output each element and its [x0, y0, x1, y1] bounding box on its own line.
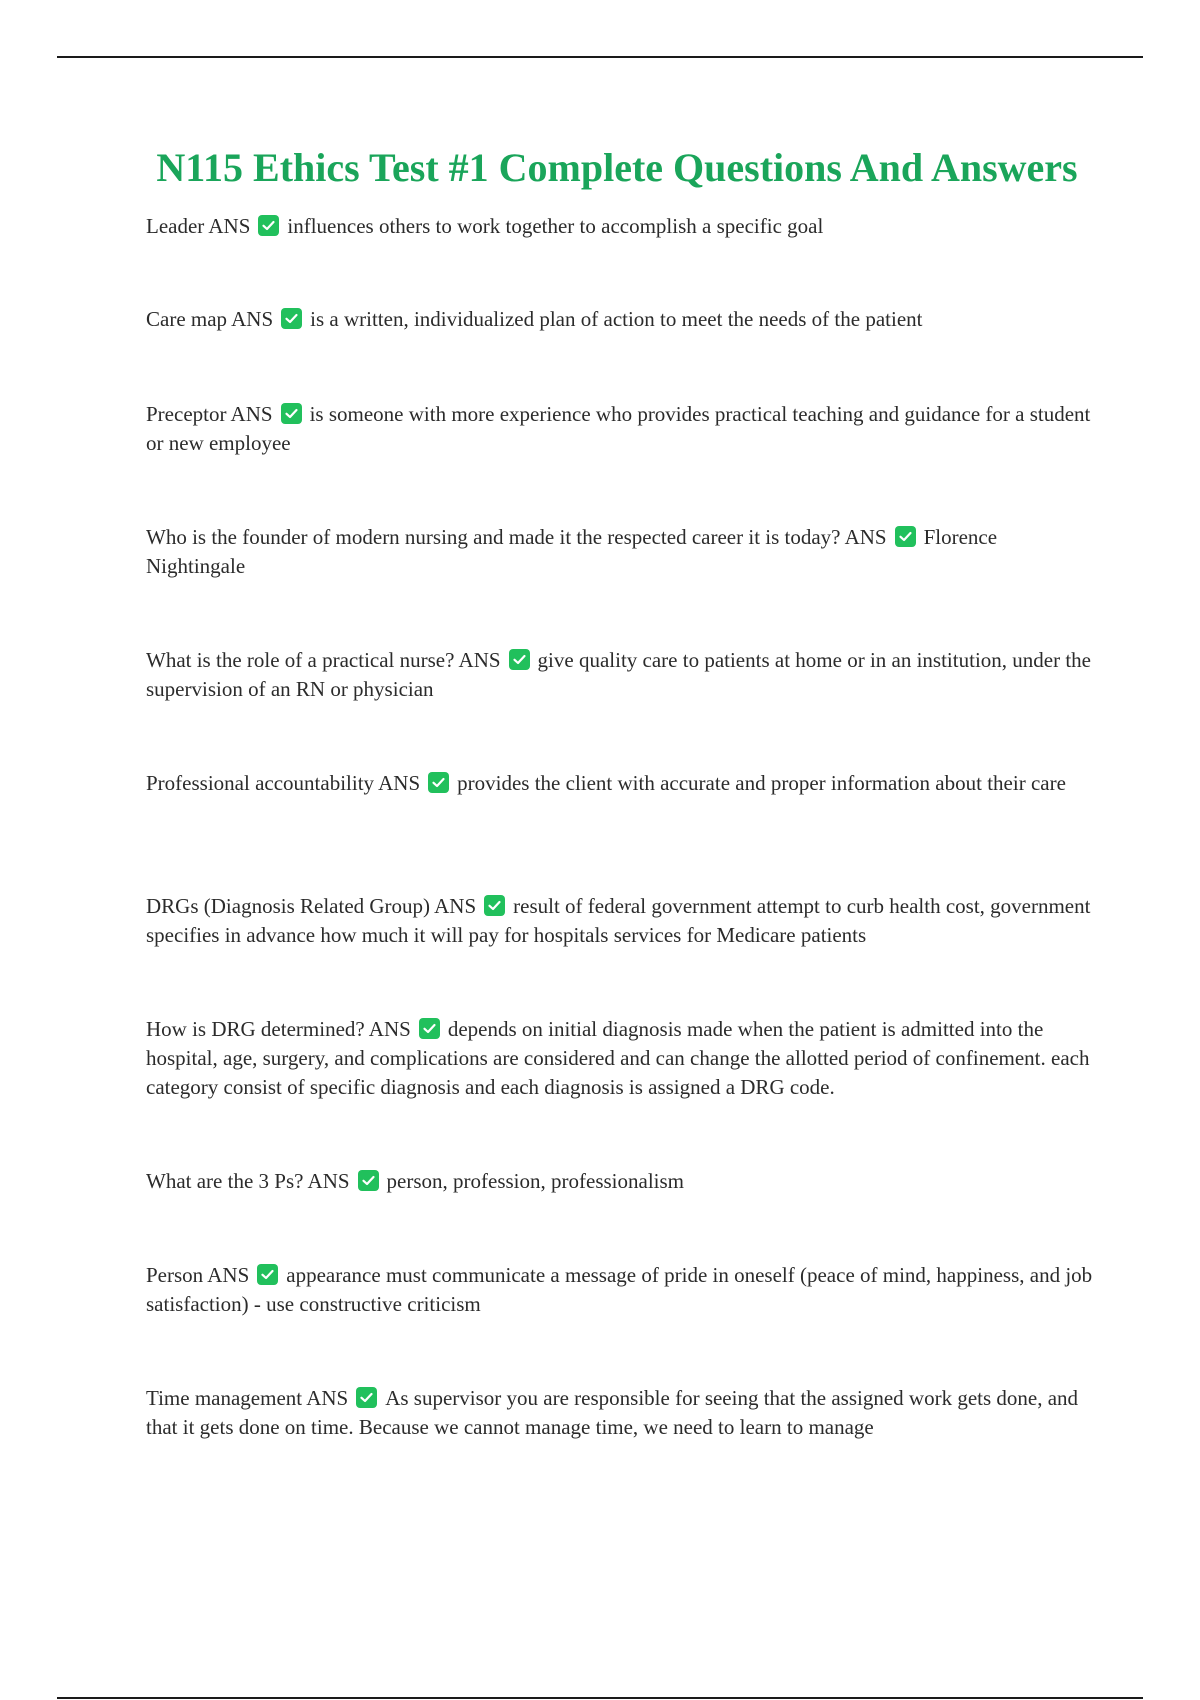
qa-term: Person ANS — [146, 1263, 250, 1287]
qa-item — [146, 1261, 1094, 1319]
check-box-icon — [281, 403, 302, 424]
page-title: N115 Ethics Test #1 Complete Questions And Answers — [156, 145, 1078, 190]
check-box-icon — [358, 1170, 379, 1191]
qa-term: Time management ANS — [146, 1386, 349, 1410]
qa-answer: Florence Nightingale — [146, 525, 998, 578]
check-box-icon — [419, 1018, 440, 1039]
page-top-rule — [57, 56, 1143, 58]
qa-term: Preceptor ANS — [146, 402, 273, 426]
qa-term: Leader ANS — [146, 214, 251, 238]
qa-answer: influences others to work together to accomplish a specific goal — [287, 214, 824, 238]
qa-item — [146, 1384, 1094, 1442]
qa-item — [146, 892, 1094, 950]
qa-answer: As supervisor you are responsible for seeing that the assigned work gets done, and that it gets done on time. Because we cannot manage time, we need to learn to manage — [146, 1386, 1079, 1439]
qa-term: Care map ANS — [146, 307, 274, 331]
qa-term: What is the role of a practical nurse? ANS — [146, 648, 501, 672]
page-bottom-rule — [57, 1697, 1143, 1699]
qa-answer: appearance must communicate a message of pride in oneself (peace of mind, happiness, and job satisfaction) - use constructive criticism — [146, 1263, 1093, 1316]
qa-item — [146, 646, 1094, 704]
qa-term: Who is the founder of modern nursing and made it the respected career it is today? ANS — [146, 525, 887, 549]
qa-item — [146, 1167, 1094, 1196]
qa-item — [146, 1015, 1094, 1102]
qa-item — [146, 769, 1094, 798]
check-box-icon — [428, 772, 449, 793]
qa-answer: result of federal government attempt to curb health cost, government specifies in advance how much it will pay for hospitals services for Medicare patients — [146, 894, 1091, 947]
qa-item — [146, 212, 1094, 241]
qa-answer: provides the client with accurate and proper information about their care — [457, 771, 1066, 795]
check-box-icon — [895, 526, 916, 547]
check-box-icon — [281, 308, 302, 329]
qa-answer: depends on initial diagnosis made when the patient is admitted into the hospital, age, surgery, and complications are considered and can change the allotted period of confinement. each category consist of specific diagnosis and each diagnosis is assigned a DRG code. — [146, 1017, 1090, 1099]
qa-answer: is a written, individualized plan of action to meet the needs of the patient — [310, 307, 923, 331]
check-box-icon — [356, 1387, 377, 1408]
check-box-icon — [484, 895, 505, 916]
qa-term: Professional accountability ANS — [146, 771, 421, 795]
qa-term: DRGs (Diagnosis Related Group) ANS — [146, 894, 477, 918]
qa-item — [146, 523, 1094, 581]
qa-term: How is DRG determined? ANS — [146, 1017, 411, 1041]
qa-item — [146, 400, 1094, 458]
qa-answer: give quality care to patients at home or in an institution, under the supervision of an RN or physician — [146, 648, 1091, 701]
qa-item — [146, 305, 1094, 334]
qa-term: What are the 3 Ps? ANS — [146, 1169, 350, 1193]
qa-answer: is someone with more experience who provides practical teaching and guidance for a student or new employee — [146, 402, 1091, 455]
qa-answer: person, profession, professionalism — [386, 1169, 685, 1193]
check-box-icon — [257, 1264, 278, 1285]
check-box-icon — [258, 215, 279, 236]
check-box-icon — [509, 649, 530, 670]
